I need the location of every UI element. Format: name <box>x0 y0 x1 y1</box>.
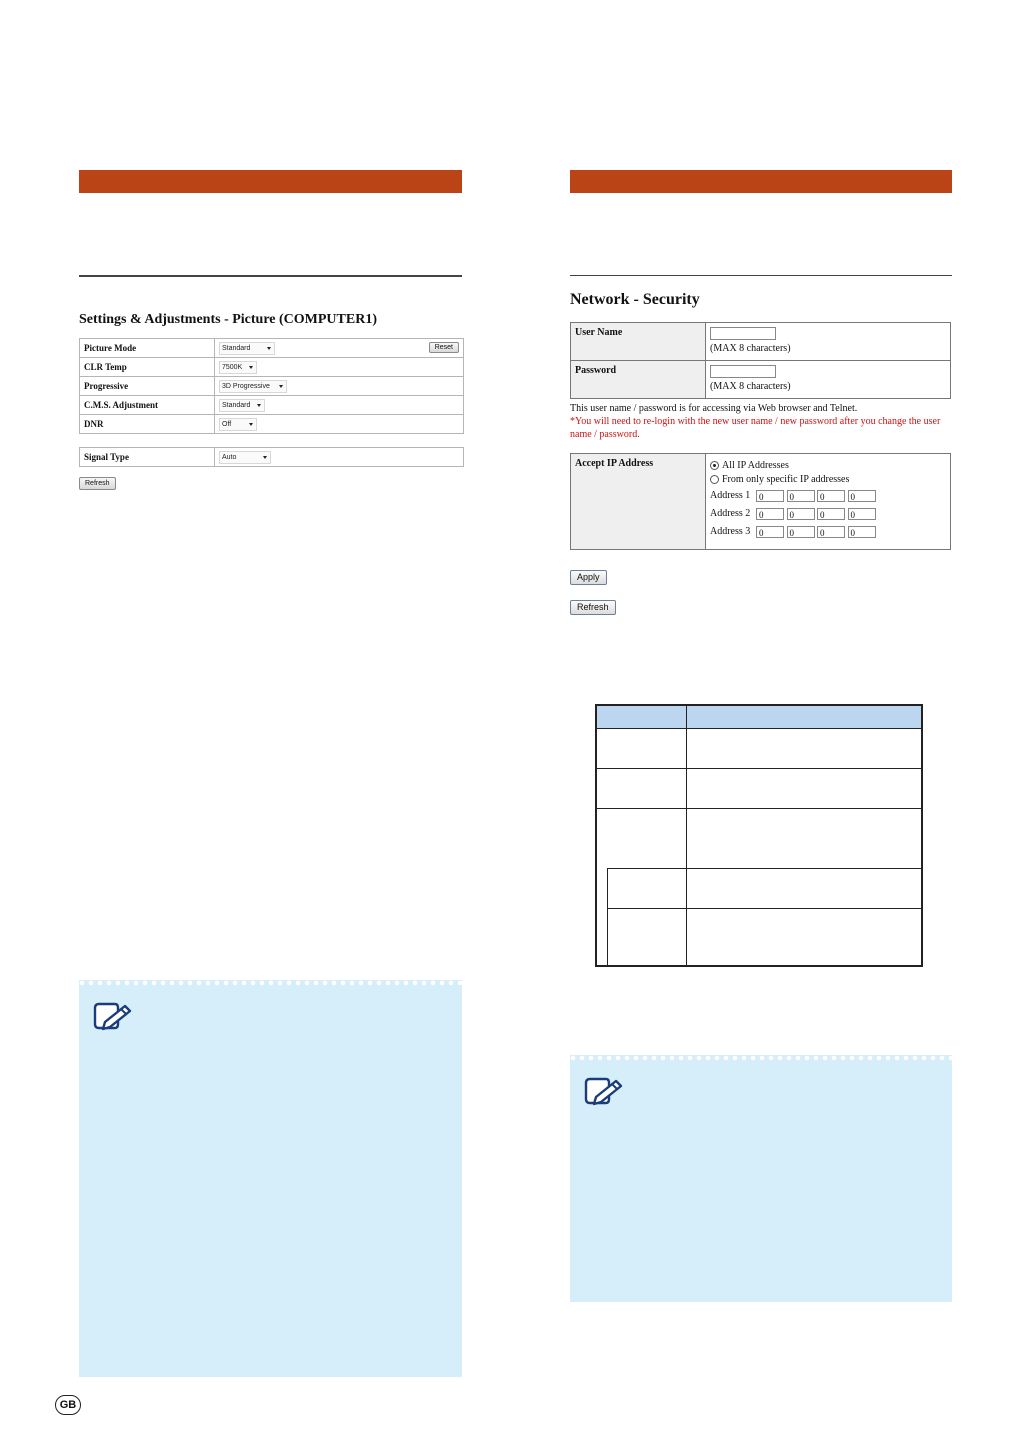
outline-row-line <box>597 808 921 809</box>
clr-temp-label: CLR Temp <box>80 358 215 377</box>
left-section-bar <box>79 170 462 193</box>
right-divider <box>570 275 952 276</box>
accept-ip-label: Accept IP Address <box>571 454 706 550</box>
table-row <box>571 454 951 550</box>
picture-settings-table <box>79 338 464 434</box>
radio-specific-ip[interactable] <box>710 475 719 484</box>
progressive-select[interactable]: 3D Progressive <box>219 380 287 393</box>
refresh-security-button[interactable]: Refresh <box>570 600 616 615</box>
credentials-note <box>570 402 952 441</box>
table-row <box>80 339 464 358</box>
outline-row-line <box>607 908 921 909</box>
dnr-label: DNR <box>80 415 215 434</box>
pencil-note-icon <box>91 1000 133 1034</box>
clr-temp-select[interactable]: 7500K <box>219 361 257 374</box>
radio-all-ip[interactable] <box>710 461 719 470</box>
password-label: Password <box>571 361 706 399</box>
address-2-octet-2[interactable]: 0 <box>787 508 815 520</box>
relogin-warning: *You will need to re-login with the new user name / new password after you change the user name / password. <box>570 416 941 440</box>
outline-table <box>595 704 923 967</box>
refresh-button[interactable]: Refresh <box>79 477 116 490</box>
option-all-ip[interactable]: All IP Addresses <box>710 459 946 473</box>
left-note-box <box>79 980 462 1377</box>
network-security-title: Network - Security <box>570 291 700 308</box>
outline-indent-line <box>607 868 608 965</box>
note-box-dotted-edge <box>570 1055 952 1061</box>
address-2-octet-3[interactable]: 0 <box>817 508 845 520</box>
address-1-octet-4[interactable]: 0 <box>848 490 876 502</box>
progressive-label: Progressive <box>80 377 215 396</box>
table-row <box>571 361 951 399</box>
address-3-octet-2[interactable]: 0 <box>787 526 815 538</box>
outline-col-divider <box>686 706 687 965</box>
pencil-note-icon <box>582 1075 624 1109</box>
credentials-table <box>570 322 951 399</box>
password-input[interactable] <box>710 365 776 378</box>
address-2-octet-1[interactable]: 0 <box>756 508 784 520</box>
address-row-2: Address 2 0 0 0 0 <box>710 507 946 521</box>
note-box-dotted-edge <box>79 980 462 986</box>
address-3-octet-4[interactable]: 0 <box>848 526 876 538</box>
picture-mode-select[interactable]: Standard <box>219 342 275 355</box>
right-section-bar <box>570 170 952 193</box>
user-name-input[interactable] <box>710 327 776 340</box>
outline-table-header <box>597 706 921 729</box>
region-badge: GB <box>55 1395 81 1415</box>
dnr-select[interactable]: Off <box>219 418 257 431</box>
option-specific-ip[interactable]: From only specific IP addresses <box>710 473 946 487</box>
right-note-box <box>570 1055 952 1302</box>
reset-button[interactable]: Reset <box>429 342 459 353</box>
cms-adjustment-select[interactable]: Standard <box>219 399 265 412</box>
accept-ip-table <box>570 453 951 550</box>
table-row <box>80 377 464 396</box>
address-1-octet-2[interactable]: 0 <box>787 490 815 502</box>
password-hint: (MAX 8 characters) <box>710 381 791 392</box>
cms-adjustment-label: C.M.S. Adjustment <box>80 396 215 415</box>
address-row-1: Address 1 0 0 0 0 <box>710 489 946 503</box>
address-1-octet-1[interactable]: 0 <box>756 490 784 502</box>
picture-page-title: Settings & Adjustments - Picture (COMPUTER1) <box>79 312 377 327</box>
address-3-octet-3[interactable]: 0 <box>817 526 845 538</box>
signal-type-label: Signal Type <box>80 448 215 467</box>
user-name-hint: (MAX 8 characters) <box>710 343 791 354</box>
left-divider <box>79 275 462 277</box>
table-row <box>80 396 464 415</box>
apply-button[interactable]: Apply <box>570 570 607 585</box>
signal-type-table <box>79 447 464 467</box>
address-2-octet-4[interactable]: 0 <box>848 508 876 520</box>
table-row <box>571 323 951 361</box>
table-row <box>80 448 464 467</box>
signal-type-select[interactable]: Auto <box>219 451 271 464</box>
picture-mode-cell <box>215 339 464 358</box>
outline-row-line <box>607 868 921 869</box>
outline-row-line <box>597 768 921 769</box>
table-row <box>80 415 464 434</box>
address-1-octet-3[interactable]: 0 <box>817 490 845 502</box>
address-3-octet-1[interactable]: 0 <box>756 526 784 538</box>
user-name-label: User Name <box>571 323 706 361</box>
table-row <box>80 358 464 377</box>
access-note: This user name / password is for accessing via Web browser and Telnet. <box>570 403 858 414</box>
picture-mode-label: Picture Mode <box>80 339 215 358</box>
address-row-3: Address 3 0 0 0 0 <box>710 525 946 539</box>
